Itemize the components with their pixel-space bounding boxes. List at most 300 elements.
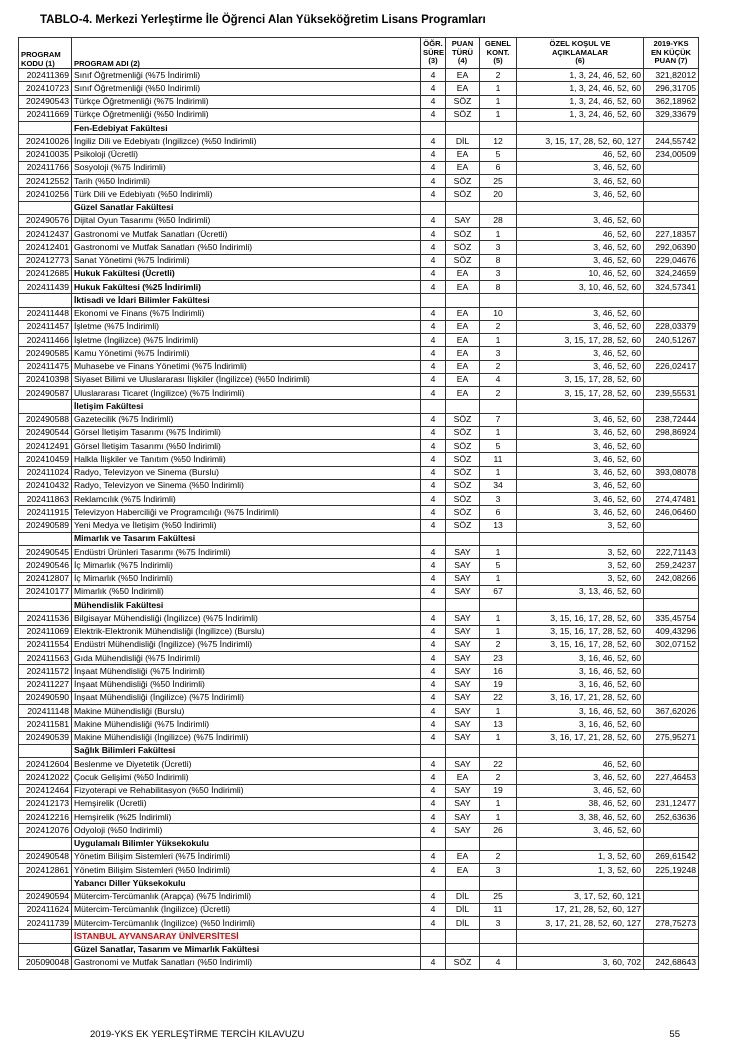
program-name: Mütercim-Tercümanlık (İngilizce) (Ücretli): [72, 903, 421, 916]
program-quota: 2: [480, 771, 517, 784]
section-name: Sağlık Bilimleri Fakültesi: [72, 744, 421, 757]
program-code: 202412861: [19, 864, 72, 877]
program-name: Tarih (%50 İndirimli): [72, 175, 421, 188]
program-score-type: SÖZ: [446, 95, 480, 108]
program-code: 202410256: [19, 188, 72, 201]
program-score-type: SAY: [446, 572, 480, 585]
program-score-type: EA: [446, 307, 480, 320]
table-row: [19, 466, 699, 479]
section-name: İktisadi ve İdari Bilimler Fakültesi: [72, 294, 421, 307]
program-name: İşletme (%75 İndirimli): [72, 320, 421, 333]
table-row: [19, 241, 699, 254]
program-min-score: 239,55531: [644, 387, 699, 400]
table-row: [19, 161, 699, 174]
program-duration: 4: [421, 267, 446, 280]
program-score-type: SÖZ: [446, 453, 480, 466]
program-score-type: DİL: [446, 890, 480, 903]
program-score-type: SÖZ: [446, 241, 480, 254]
cell-min-score: [644, 877, 699, 890]
program-quota: 1: [480, 572, 517, 585]
program-code: 202410177: [19, 585, 72, 598]
program-conditions: 3, 46, 52, 60: [517, 493, 644, 506]
program-name: Gastronomi ve Mutfak Sanatları (%50 İndirimli): [72, 241, 421, 254]
cell-score-type: [446, 201, 480, 214]
cell-duration: [421, 877, 446, 890]
program-quota: 20: [480, 188, 517, 201]
program-quota: 3: [480, 241, 517, 254]
program-code: 202411739: [19, 917, 72, 930]
program-name: Televizyon Haberciliği ve Programcılığı (%75 İndirimli): [72, 506, 421, 519]
program-code: 202412773: [19, 254, 72, 267]
cell-conditions: [517, 877, 644, 890]
cell-conditions: [517, 930, 644, 943]
program-conditions: 3, 16, 17, 21, 28, 52, 60: [517, 691, 644, 704]
program-conditions: 3, 46, 52, 60: [517, 440, 644, 453]
program-min-score: 240,51267: [644, 334, 699, 347]
cell-quota: [480, 837, 517, 850]
program-quota: 2: [480, 387, 517, 400]
program-code: 202411475: [19, 360, 72, 373]
program-name: Odyoloji (%50 İndirimli): [72, 824, 421, 837]
program-conditions: 3, 46, 52, 60: [517, 161, 644, 174]
program-score-type: SÖZ: [446, 254, 480, 267]
cell-score-type: [446, 532, 480, 545]
table-row: [19, 453, 699, 466]
table-row: [19, 413, 699, 426]
section-name: Yabancı Diller Yüksekokulu: [72, 877, 421, 890]
program-quota: 3: [480, 493, 517, 506]
program-min-score: 298,86924: [644, 426, 699, 439]
program-name: Endüstri Ürünleri Tasarımı (%75 İndirimli): [72, 546, 421, 559]
program-score-type: SAY: [446, 691, 480, 704]
program-min-score: [644, 175, 699, 188]
program-score-type: SÖZ: [446, 493, 480, 506]
program-code: 202411915: [19, 506, 72, 519]
program-conditions: 1, 3, 52, 60: [517, 850, 644, 863]
section-name: Mimarlık ve Tasarım Fakültesi: [72, 532, 421, 545]
program-name: Reklamcılık (%75 İndirimli): [72, 493, 421, 506]
program-code: 202411448: [19, 307, 72, 320]
section-row: [19, 744, 699, 757]
program-score-type: SAY: [446, 731, 480, 744]
program-score-type: SAY: [446, 652, 480, 665]
program-min-score: [644, 890, 699, 903]
program-conditions: 3, 16, 46, 52, 60: [517, 705, 644, 718]
program-min-score: 324,57341: [644, 281, 699, 294]
program-code: 202412807: [19, 572, 72, 585]
section-name: Mühendislik Fakültesi: [72, 599, 421, 612]
program-min-score: 269,61542: [644, 850, 699, 863]
program-min-score: 324,24659: [644, 267, 699, 280]
cell-code: [19, 400, 72, 413]
program-min-score: [644, 758, 699, 771]
table-row: [19, 440, 699, 453]
program-code: 202412437: [19, 228, 72, 241]
program-conditions: 3, 46, 52, 60: [517, 320, 644, 333]
program-name: Gıda Mühendisliği (%75 İndirimli): [72, 652, 421, 665]
program-min-score: [644, 585, 699, 598]
program-conditions: 3, 15, 17, 28, 52, 60: [517, 334, 644, 347]
program-code: 202411572: [19, 665, 72, 678]
program-quota: 5: [480, 440, 517, 453]
program-code: 202411457: [19, 320, 72, 333]
program-name: Sanat Yönetimi (%75 İndirimli): [72, 254, 421, 267]
table-row: [19, 254, 699, 267]
cell-score-type: [446, 122, 480, 135]
table-row: [19, 334, 699, 347]
table-row: [19, 864, 699, 877]
cell-quota: [480, 599, 517, 612]
cell-score-type: [446, 877, 480, 890]
table-row: [19, 108, 699, 121]
cell-min-score: [644, 930, 699, 943]
cell-score-type: [446, 294, 480, 307]
program-min-score: [644, 519, 699, 532]
program-conditions: 3, 46, 52, 60: [517, 188, 644, 201]
program-conditions: 1, 3, 24, 46, 52, 60: [517, 108, 644, 121]
program-code: 202412491: [19, 440, 72, 453]
program-score-type: EA: [446, 161, 480, 174]
table-row: [19, 360, 699, 373]
program-score-type: EA: [446, 148, 480, 161]
program-quota: 11: [480, 903, 517, 916]
program-duration: 4: [421, 705, 446, 718]
cell-min-score: [644, 201, 699, 214]
program-min-score: 367,62026: [644, 705, 699, 718]
program-score-type: SÖZ: [446, 479, 480, 492]
program-conditions: 3, 60, 702: [517, 956, 644, 969]
program-min-score: 252,63636: [644, 811, 699, 824]
program-duration: 4: [421, 758, 446, 771]
program-conditions: 1, 3, 24, 46, 52, 60: [517, 82, 644, 95]
program-code: 205090048: [19, 956, 72, 969]
program-duration: 4: [421, 82, 446, 95]
program-quota: 67: [480, 585, 517, 598]
cell-quota: [480, 532, 517, 545]
table-row: [19, 824, 699, 837]
program-name: Hukuk Fakültesi (%25 İndirimli): [72, 281, 421, 294]
table-row: [19, 228, 699, 241]
program-quota: 1: [480, 705, 517, 718]
program-name: Gazetecilik (%75 İndirimli): [72, 413, 421, 426]
program-score-type: SÖZ: [446, 108, 480, 121]
program-name: Hukuk Fakültesi (Ücretli): [72, 267, 421, 280]
cell-min-score: [644, 943, 699, 956]
table-row: [19, 850, 699, 863]
program-quota: 6: [480, 161, 517, 174]
program-min-score: 362,18962: [644, 95, 699, 108]
program-quota: 12: [480, 135, 517, 148]
program-conditions: 3, 16, 46, 52, 60: [517, 718, 644, 731]
program-duration: 4: [421, 334, 446, 347]
program-min-score: 228,03379: [644, 320, 699, 333]
program-code: 202490594: [19, 890, 72, 903]
program-duration: 4: [421, 254, 446, 267]
program-score-type: EA: [446, 864, 480, 877]
program-score-type: EA: [446, 320, 480, 333]
program-duration: 4: [421, 771, 446, 784]
program-duration: 4: [421, 797, 446, 810]
program-duration: 4: [421, 691, 446, 704]
program-min-score: 335,45754: [644, 612, 699, 625]
program-name: Hemşirelik (Ücretli): [72, 797, 421, 810]
program-duration: 4: [421, 479, 446, 492]
program-code: 202411581: [19, 718, 72, 731]
program-conditions: 3, 16, 17, 21, 28, 52, 60: [517, 731, 644, 744]
program-quota: 19: [480, 784, 517, 797]
program-name: Kamu Yönetimi (%75 İndirimli): [72, 347, 421, 360]
program-duration: 4: [421, 850, 446, 863]
program-quota: 2: [480, 850, 517, 863]
program-duration: 4: [421, 625, 446, 638]
program-score-type: SAY: [446, 705, 480, 718]
table-row: [19, 373, 699, 386]
program-duration: 4: [421, 665, 446, 678]
program-code: 202490545: [19, 546, 72, 559]
table-row: [19, 797, 699, 810]
program-name: Bilgisayar Mühendisliği (İngilizce) (%75 İndirimli): [72, 612, 421, 625]
program-conditions: 17, 21, 28, 52, 60, 127: [517, 903, 644, 916]
table-row: [19, 678, 699, 691]
program-min-score: [644, 903, 699, 916]
program-code: 202490544: [19, 426, 72, 439]
cell-quota: [480, 877, 517, 890]
program-conditions: 3, 46, 52, 60: [517, 360, 644, 373]
cell-duration: [421, 400, 446, 413]
program-score-type: EA: [446, 771, 480, 784]
program-code: 202490546: [19, 559, 72, 572]
program-name: Mütercim-Tercümanlık (Arapça) (%75 İndirimli): [72, 890, 421, 903]
table-row: [19, 903, 699, 916]
cell-code: [19, 532, 72, 545]
program-code: 202490590: [19, 691, 72, 704]
program-duration: 4: [421, 373, 446, 386]
program-min-score: [644, 784, 699, 797]
program-conditions: 1, 3, 52, 60: [517, 864, 644, 877]
program-quota: 2: [480, 69, 517, 82]
program-duration: 4: [421, 612, 446, 625]
program-code: 202412022: [19, 771, 72, 784]
program-quota: 5: [480, 559, 517, 572]
table-row: [19, 135, 699, 148]
program-name: Makine Mühendisliği (%75 İndirimli): [72, 718, 421, 731]
program-code: 202412685: [19, 267, 72, 280]
program-quota: 1: [480, 731, 517, 744]
program-quota: 13: [480, 519, 517, 532]
program-min-score: [644, 307, 699, 320]
program-duration: 4: [421, 956, 446, 969]
program-score-type: DİL: [446, 917, 480, 930]
program-duration: 4: [421, 572, 446, 585]
program-duration: 4: [421, 784, 446, 797]
program-min-score: 242,68643: [644, 956, 699, 969]
program-quota: 1: [480, 625, 517, 638]
table-body: [19, 69, 699, 970]
cell-min-score: [644, 294, 699, 307]
program-conditions: 3, 52, 60: [517, 559, 644, 572]
program-score-type: SÖZ: [446, 188, 480, 201]
cell-duration: [421, 930, 446, 943]
program-score-type: SAY: [446, 638, 480, 651]
section-row: [19, 599, 699, 612]
header-row: [19, 38, 699, 69]
table-row: [19, 559, 699, 572]
program-quota: 22: [480, 691, 517, 704]
program-score-type: EA: [446, 69, 480, 82]
program-min-score: 238,72444: [644, 413, 699, 426]
program-conditions: 3, 46, 52, 60: [517, 771, 644, 784]
program-name: İç Mimarlık (%50 İndirimli): [72, 572, 421, 585]
table-row: [19, 519, 699, 532]
program-conditions: 3, 46, 52, 60: [517, 479, 644, 492]
program-name: Fizyoterapi ve Rehabilitasyon (%50 İndirimli): [72, 784, 421, 797]
program-name: Yönetim Bilişim Sistemleri (%50 İndirimli): [72, 864, 421, 877]
program-name: Çocuk Gelişimi (%50 İndirimli): [72, 771, 421, 784]
program-score-type: EA: [446, 373, 480, 386]
program-code: 202490548: [19, 850, 72, 863]
program-quota: 3: [480, 864, 517, 877]
program-score-type: EA: [446, 850, 480, 863]
program-quota: 1: [480, 108, 517, 121]
program-score-type: EA: [446, 334, 480, 347]
program-min-score: [644, 161, 699, 174]
program-conditions: 3, 15, 16, 17, 28, 52, 60: [517, 612, 644, 625]
table-row: [19, 546, 699, 559]
program-code: 202490587: [19, 387, 72, 400]
section-name: Uygulamalı Bilimler Yüksekokulu: [72, 837, 421, 850]
program-conditions: 3, 17, 21, 28, 52, 60, 127: [517, 917, 644, 930]
program-min-score: 229,04676: [644, 254, 699, 267]
table-row: [19, 281, 699, 294]
program-name: Sınıf Öğretmenliği (%50 İndirimli): [72, 82, 421, 95]
program-duration: 4: [421, 413, 446, 426]
cell-min-score: [644, 400, 699, 413]
program-code: 202490588: [19, 413, 72, 426]
program-quota: 3: [480, 917, 517, 930]
cell-code: [19, 201, 72, 214]
section-name: Fen-Edebiyat Fakültesi: [72, 122, 421, 135]
program-score-type: EA: [446, 347, 480, 360]
program-min-score: 225,19248: [644, 864, 699, 877]
program-quota: 26: [480, 824, 517, 837]
program-conditions: 3, 46, 52, 60: [517, 254, 644, 267]
program-score-type: EA: [446, 82, 480, 95]
program-score-type: SAY: [446, 546, 480, 559]
program-score-type: SAY: [446, 665, 480, 678]
program-quota: 28: [480, 214, 517, 227]
cell-score-type: [446, 400, 480, 413]
program-duration: 4: [421, 320, 446, 333]
program-quota: 1: [480, 466, 517, 479]
program-name: Gastronomi ve Mutfak Sanatları (%50 İndirimli): [72, 956, 421, 969]
program-quota: 34: [480, 479, 517, 492]
program-quota: 1: [480, 82, 517, 95]
table-row: [19, 771, 699, 784]
cell-conditions: [517, 201, 644, 214]
cell-quota: [480, 943, 517, 956]
program-duration: 4: [421, 148, 446, 161]
table-row: [19, 479, 699, 492]
program-name: Ekonomi ve Finans (%75 İndirimli): [72, 307, 421, 320]
program-code: 202411669: [19, 108, 72, 121]
program-duration: 4: [421, 347, 446, 360]
program-min-score: 393,08078: [644, 466, 699, 479]
program-score-type: SAY: [446, 678, 480, 691]
program-code: 202411069: [19, 625, 72, 638]
program-score-type: SAY: [446, 784, 480, 797]
program-conditions: 3, 13, 46, 52, 60: [517, 585, 644, 598]
program-conditions: 3, 15, 17, 28, 52, 60: [517, 387, 644, 400]
program-quota: 2: [480, 360, 517, 373]
program-score-type: SÖZ: [446, 506, 480, 519]
table-row: [19, 320, 699, 333]
program-min-score: [644, 453, 699, 466]
program-code: 202412076: [19, 824, 72, 837]
table-row: [19, 585, 699, 598]
cell-quota: [480, 400, 517, 413]
program-name: İnşaat Mühendisliği (İngilizce) (%75 İndirimli): [72, 691, 421, 704]
program-conditions: 3, 52, 60: [517, 519, 644, 532]
program-quota: 1: [480, 797, 517, 810]
table-row: [19, 214, 699, 227]
program-code: 202410026: [19, 135, 72, 148]
program-code: 202410035: [19, 148, 72, 161]
program-min-score: 227,46453: [644, 771, 699, 784]
program-duration: 4: [421, 307, 446, 320]
program-min-score: 278,75273: [644, 917, 699, 930]
table-row: [19, 956, 699, 969]
cell-duration: [421, 122, 446, 135]
table-row: [19, 307, 699, 320]
cell-duration: [421, 837, 446, 850]
program-code: 202411536: [19, 612, 72, 625]
section-row: [19, 837, 699, 850]
program-score-type: SAY: [446, 797, 480, 810]
program-duration: 4: [421, 426, 446, 439]
cell-score-type: [446, 599, 480, 612]
table-row: [19, 731, 699, 744]
program-duration: 4: [421, 811, 446, 824]
program-duration: 4: [421, 360, 446, 373]
program-code: 202490576: [19, 214, 72, 227]
program-duration: 4: [421, 453, 446, 466]
program-score-type: SAY: [446, 758, 480, 771]
program-min-score: 234,00509: [644, 148, 699, 161]
table-row: [19, 705, 699, 718]
cell-code: [19, 744, 72, 757]
section-row: [19, 400, 699, 413]
program-name: Mütercim-Tercümanlık (İngilizce) (%50 İndirimli): [72, 917, 421, 930]
program-duration: 4: [421, 228, 446, 241]
program-min-score: 321,82012: [644, 69, 699, 82]
table-row: [19, 811, 699, 824]
cell-min-score: [644, 599, 699, 612]
program-name: Makine Mühendisliği (İngilizce) (%75 İndirimli): [72, 731, 421, 744]
table-row: [19, 387, 699, 400]
cell-score-type: [446, 837, 480, 850]
table-row: [19, 267, 699, 280]
program-min-score: [644, 691, 699, 704]
program-min-score: [644, 214, 699, 227]
program-code: 202410723: [19, 82, 72, 95]
program-name: Makine Mühendisliği (Burslu): [72, 705, 421, 718]
table-row: [19, 82, 699, 95]
header-duration: ÖĞR. SÜRE (3): [421, 38, 446, 69]
program-conditions: 3, 15, 17, 28, 52, 60, 127: [517, 135, 644, 148]
program-conditions: 3, 46, 52, 60: [517, 426, 644, 439]
program-quota: 2: [480, 320, 517, 333]
program-quota: 3: [480, 347, 517, 360]
